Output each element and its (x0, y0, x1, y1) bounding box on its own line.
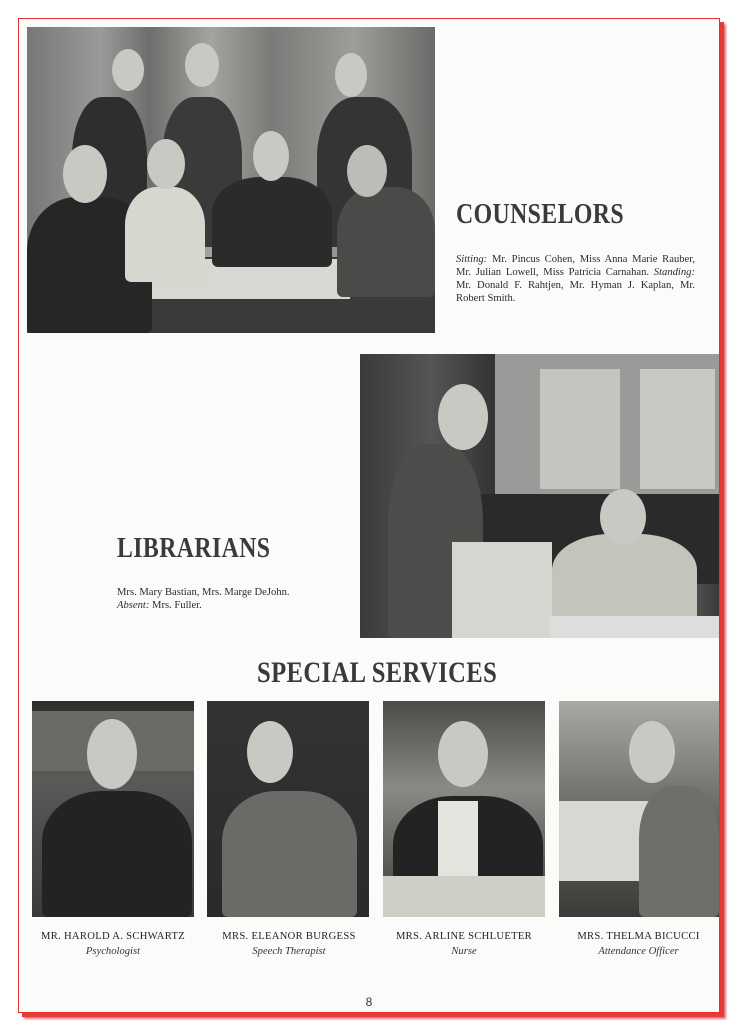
staff-name: MR. HAROLD A. SCHWARTZ (41, 931, 185, 942)
counselors-title: COUNSELORS (456, 198, 624, 230)
librarians-caption (117, 586, 357, 612)
sitting-names: Mr. Pincus Cohen, Miss Anna Marie Rauber, Mr. Julian Lowell, Miss Patricia Carnahan. (456, 254, 695, 278)
counselors-caption (456, 253, 695, 305)
yearbook-page (18, 18, 720, 1013)
staff-name: MRS. THELMA BICUCCI (577, 931, 700, 942)
librarians-photo (360, 354, 719, 638)
staff-photo-schlueter (383, 701, 545, 917)
absent-label: Absent: (117, 600, 150, 611)
staff-photo-schwartz (32, 701, 194, 917)
staff-photo-burgess (207, 701, 369, 917)
librarians-names: Mrs. Mary Bastian, Mrs. Marge DeJohn. (117, 587, 290, 598)
counselors-photo (27, 27, 435, 333)
staff-photo-bicucci (559, 701, 719, 917)
absent-names: Mrs. Fuller. (152, 600, 202, 611)
staff-name: MRS. ARLINE SCHLUETER (395, 931, 533, 942)
staff-role: Psychologist (85, 946, 141, 957)
special-services-title: SPECIAL SERVICES (257, 656, 498, 689)
page-number: 8 (365, 995, 373, 1009)
staff-name: MRS. ELEANOR BURGESS (222, 931, 356, 942)
sitting-label: Sitting: (456, 254, 488, 265)
staff-role: Speech Therapist (252, 946, 326, 957)
standing-names: Mr. Donald F. Rahtjen, Mr. Hyman J. Kaplan, Mr. Robert Smith. (456, 280, 695, 304)
staff-role: Attendance Officer (598, 946, 679, 957)
standing-label: Standing: (653, 267, 695, 278)
staff-role: Nurse (451, 946, 477, 957)
librarians-title: LIBRARIANS (117, 532, 271, 564)
